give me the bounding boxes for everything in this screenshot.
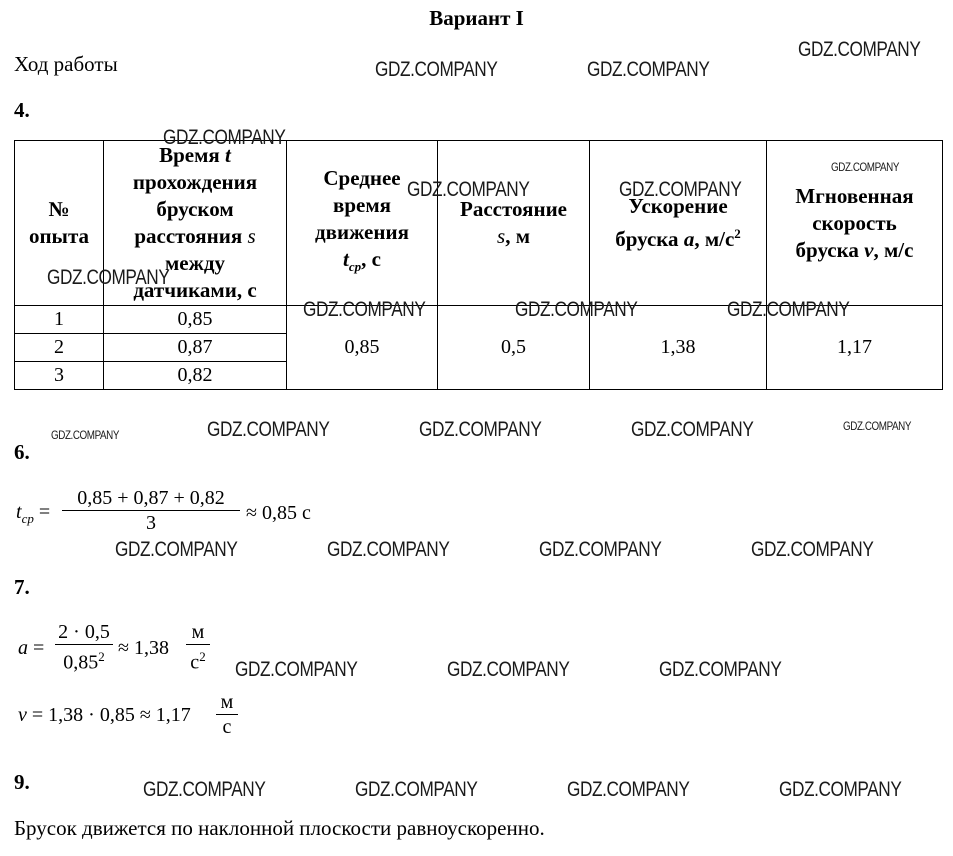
watermark: GDZ.COMPANY xyxy=(115,538,238,561)
watermark: GDZ.COMPANY xyxy=(207,418,330,441)
watermark: GDZ.COMPANY xyxy=(143,778,266,801)
watermark: GDZ.COMPANY xyxy=(619,178,742,201)
row-1-time: 0,85 xyxy=(177,308,213,330)
watermark: GDZ.COMPANY xyxy=(447,658,570,681)
formula-a-lhs: a = xyxy=(18,637,45,659)
header-time: Время t прохождения бруском расстояния s между датчиками, с xyxy=(132,143,258,302)
section-4-number: 4. xyxy=(14,98,30,122)
watermark: GDZ.COMPANY xyxy=(515,298,638,321)
section-7-number: 7. xyxy=(14,575,30,599)
watermark: GDZ.COMPANY xyxy=(303,298,426,321)
watermark: GDZ.COMPANY xyxy=(831,160,900,174)
watermark: GDZ.COMPANY xyxy=(51,428,120,442)
section-9-number: 9. xyxy=(14,770,30,794)
formula-a-unit: м $с^2$ xyxy=(186,620,210,675)
watermark: GDZ.COMPANY xyxy=(727,298,850,321)
watermark: GDZ.COMPANY xyxy=(375,58,498,81)
watermark: GDZ.COMPANY xyxy=(235,658,358,681)
watermark: GDZ.COMPANY xyxy=(163,126,286,149)
formula-a-fraction: 2 · 0,5 0,85$^2$ xyxy=(55,620,113,675)
merged-distance: 0,5 xyxy=(501,336,526,358)
header-acceleration: Ускорение бруска a, $м/с^2$ xyxy=(615,194,741,251)
header-velocity: Мгновенная скорость бруска v, м/с xyxy=(795,183,914,262)
watermark: GDZ.COMPANY xyxy=(798,38,921,61)
merged-velocity: 1,17 xyxy=(837,336,872,358)
watermark: GDZ.COMPANY xyxy=(751,538,874,561)
watermark: GDZ.COMPANY xyxy=(47,266,170,289)
watermark: GDZ.COMPANY xyxy=(631,418,754,441)
section-6-number: 6. xyxy=(14,440,30,464)
merged-average-time: 0,85 xyxy=(344,336,380,358)
header-experiment-number: № опыта xyxy=(28,197,90,248)
watermark: GDZ.COMPANY xyxy=(419,418,542,441)
formula-tcp-lhs: $t_{ср}$ = xyxy=(16,501,51,526)
row-3-time: 0,82 xyxy=(177,364,213,386)
watermark: GDZ.COMPANY xyxy=(355,778,478,801)
row-2-time: 0,87 xyxy=(177,336,213,358)
watermark: GDZ.COMPANY xyxy=(567,778,690,801)
progress-label: Ход работы xyxy=(14,52,118,76)
watermark: GDZ.COMPANY xyxy=(587,58,710,81)
watermark: GDZ.COMPANY xyxy=(659,658,782,681)
conclusion-text: Брусок движется по наклонной плоскости равноускоренно. xyxy=(14,816,545,840)
row-1-number: 1 xyxy=(54,308,64,330)
row-3-number: 3 xyxy=(54,364,64,386)
merged-acceleration: 1,38 xyxy=(660,336,696,358)
formula-a-result: ≈ 1,38 xyxy=(118,637,169,659)
formula-tcp-fraction: 0,85 + 0,87 + 0,82 3 xyxy=(62,486,240,535)
row-2-number: 2 xyxy=(54,336,64,358)
watermark: GDZ.COMPANY xyxy=(539,538,662,561)
page-title: Вариант I xyxy=(429,6,524,30)
watermark: GDZ.COMPANY xyxy=(779,778,902,801)
header-average-time: Среднее время движения $t_{ср}$, с xyxy=(315,166,409,275)
formula-v-unit: м с xyxy=(216,690,238,739)
formula-tcp-result: ≈ 0,85 с xyxy=(246,502,311,524)
watermark: GDZ.COMPANY xyxy=(843,419,912,433)
watermark: GDZ.COMPANY xyxy=(327,538,450,561)
header-distance: Расстояние s, м xyxy=(460,197,567,248)
watermark: GDZ.COMPANY xyxy=(407,178,530,201)
formula-v: v = 1,38 · 0,85 ≈ 1,17 xyxy=(18,704,191,726)
